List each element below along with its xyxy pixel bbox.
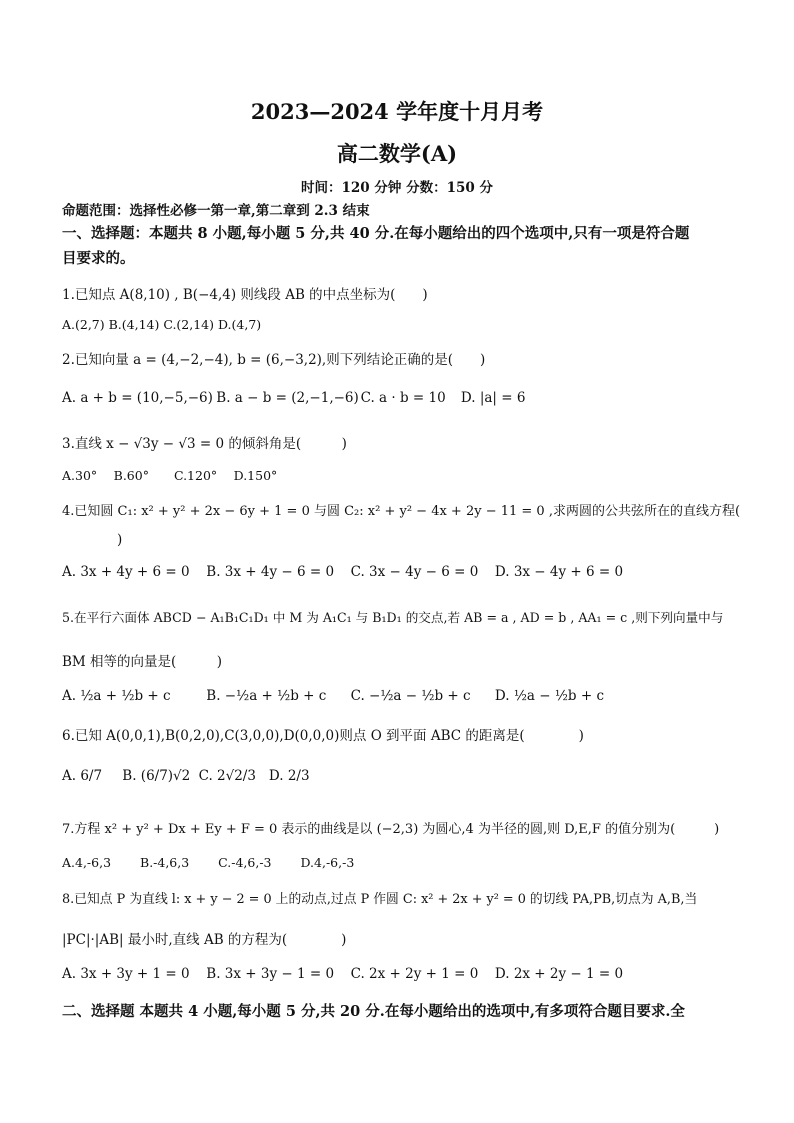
question-8-line1: 8.已知点 P 为直线 l: x + y − 2 = 0 上的动点,过点 P 作圆 C: x² + 2x + y² = 0 的切线 PA,PB,切点为 A,B,当 <box>62 892 698 907</box>
section2-heading: 二、选择题 本题共 4 小题,每小题 5 分,共 20 分.在每小题给出的选项中,有多项符合题目要求.全 <box>62 1003 685 1020</box>
subject-title: 高二数学(A) <box>336 141 458 166</box>
option-b: B. a − b = (2,−1,−6) <box>216 390 359 406</box>
option-d: D. |a| = 6 <box>460 390 526 406</box>
question-3-options: A.30° B.60° C.120° D.150° <box>62 468 278 483</box>
option-c: C. 3x − 4y − 6 = 0 <box>350 564 479 580</box>
option-d: D. 2/3 <box>268 768 310 784</box>
option-d: D. 2x + 2y − 1 = 0 <box>494 966 624 982</box>
question-5-line1: 5.在平行六面体 ABCD − A₁B₁C₁D₁ 中 M 为 A₁C₁ 与 B₁D₁ 的交点,若 AB = a , AD = b , AA₁ = c ,则下列向量中与 <box>62 610 724 625</box>
option-c: C. −½a − ½b + c <box>350 688 471 704</box>
option-a: A. 3x + 4y + 6 = 0 <box>62 564 190 580</box>
option-a: A. 6/7 <box>62 768 103 784</box>
option-a: A. ½a + ½b + c <box>62 688 171 704</box>
question-5-line2: BM 相等的向量是( ) <box>62 654 223 670</box>
question-8-options <box>62 966 734 982</box>
option-b: B. 3x + 3y − 1 = 0 <box>206 966 335 982</box>
time-score: 时间：120 分钟 分数：150 分 <box>301 180 493 196</box>
question-4-options <box>62 564 734 580</box>
option-a: A. a + b = (10,−5,−6) <box>62 390 213 406</box>
question-8-line2: |PC|·|AB| 最小时,直线 AB 的方程为( ) <box>62 932 347 948</box>
exam-title: 2023—2024 学年度十月月考 <box>250 99 544 124</box>
question-1: 1.已知点 A(8,10) , B(−4,4) 则线段 AB 的中点坐标为( ) <box>62 287 428 303</box>
option-d: D. 3x − 4y + 6 = 0 <box>494 564 624 580</box>
option-c: C. 2√2/3 <box>198 768 256 784</box>
question-2-options <box>62 390 734 406</box>
question-6-options <box>62 768 734 784</box>
option-d: D. ½a − ½b + c <box>494 688 605 704</box>
question-7-options: A.4,-6,3 B.-4,6,3 C.-4,6,-3 D.4,-6,-3 <box>62 855 355 870</box>
scope-line: 命题范围：选择性必修一第一章,第二章到 2.3 结束 <box>62 203 370 219</box>
option-b: B. (6/7)√2 <box>122 768 191 784</box>
section1-heading-line1: 一、选择题：本题共 8 小题,每小题 5 分,共 40 分.在每小题给出的四个选项中,只有一项是符合题 <box>62 225 690 242</box>
question-5-options <box>62 688 734 704</box>
question-4-line1: 4.已知圆 C₁: x² + y² + 2x − 6y + 1 = 0 与圆 C₂: x² + y² − 4x + 2y − 11 = 0 ,求两圆的公共弦所在的直线方程( <box>62 504 741 519</box>
option-b: B. 3x + 4y − 6 = 0 <box>206 564 335 580</box>
question-1-options: A.(2,7) B.(4,14) C.(2,14) D.(4,7) <box>62 317 262 332</box>
option-c: C. a · b = 10 <box>360 390 446 406</box>
option-c: C. 2x + 2y + 1 = 0 <box>350 966 479 982</box>
question-3: 3.直线 x − √3y − √3 = 0 的倾斜角是( ) <box>62 436 347 452</box>
option-b: B. −½a + ½b + c <box>206 688 327 704</box>
question-2: 2.已知向量 a = (4,−2,−4), b = (6,−3,2),则下列结论正确的是( ) <box>62 352 486 368</box>
option-a: A. 3x + 3y + 1 = 0 <box>62 966 190 982</box>
question-4-line2: ) <box>117 532 123 548</box>
question-7: 7.方程 x² + y² + Dx + Ey + F = 0 表示的曲线是以 (−2,3) 为圆心,4 为半径的圆,则 D,E,F 的值分别为( ) <box>62 822 720 837</box>
section1-heading-line2: 目要求的。 <box>62 250 135 267</box>
question-6: 6.已知 A(0,0,1),B(0,2,0),C(3,0,0),D(0,0,0)则点 O 到平面 ABC 的距离是( ) <box>62 728 584 744</box>
